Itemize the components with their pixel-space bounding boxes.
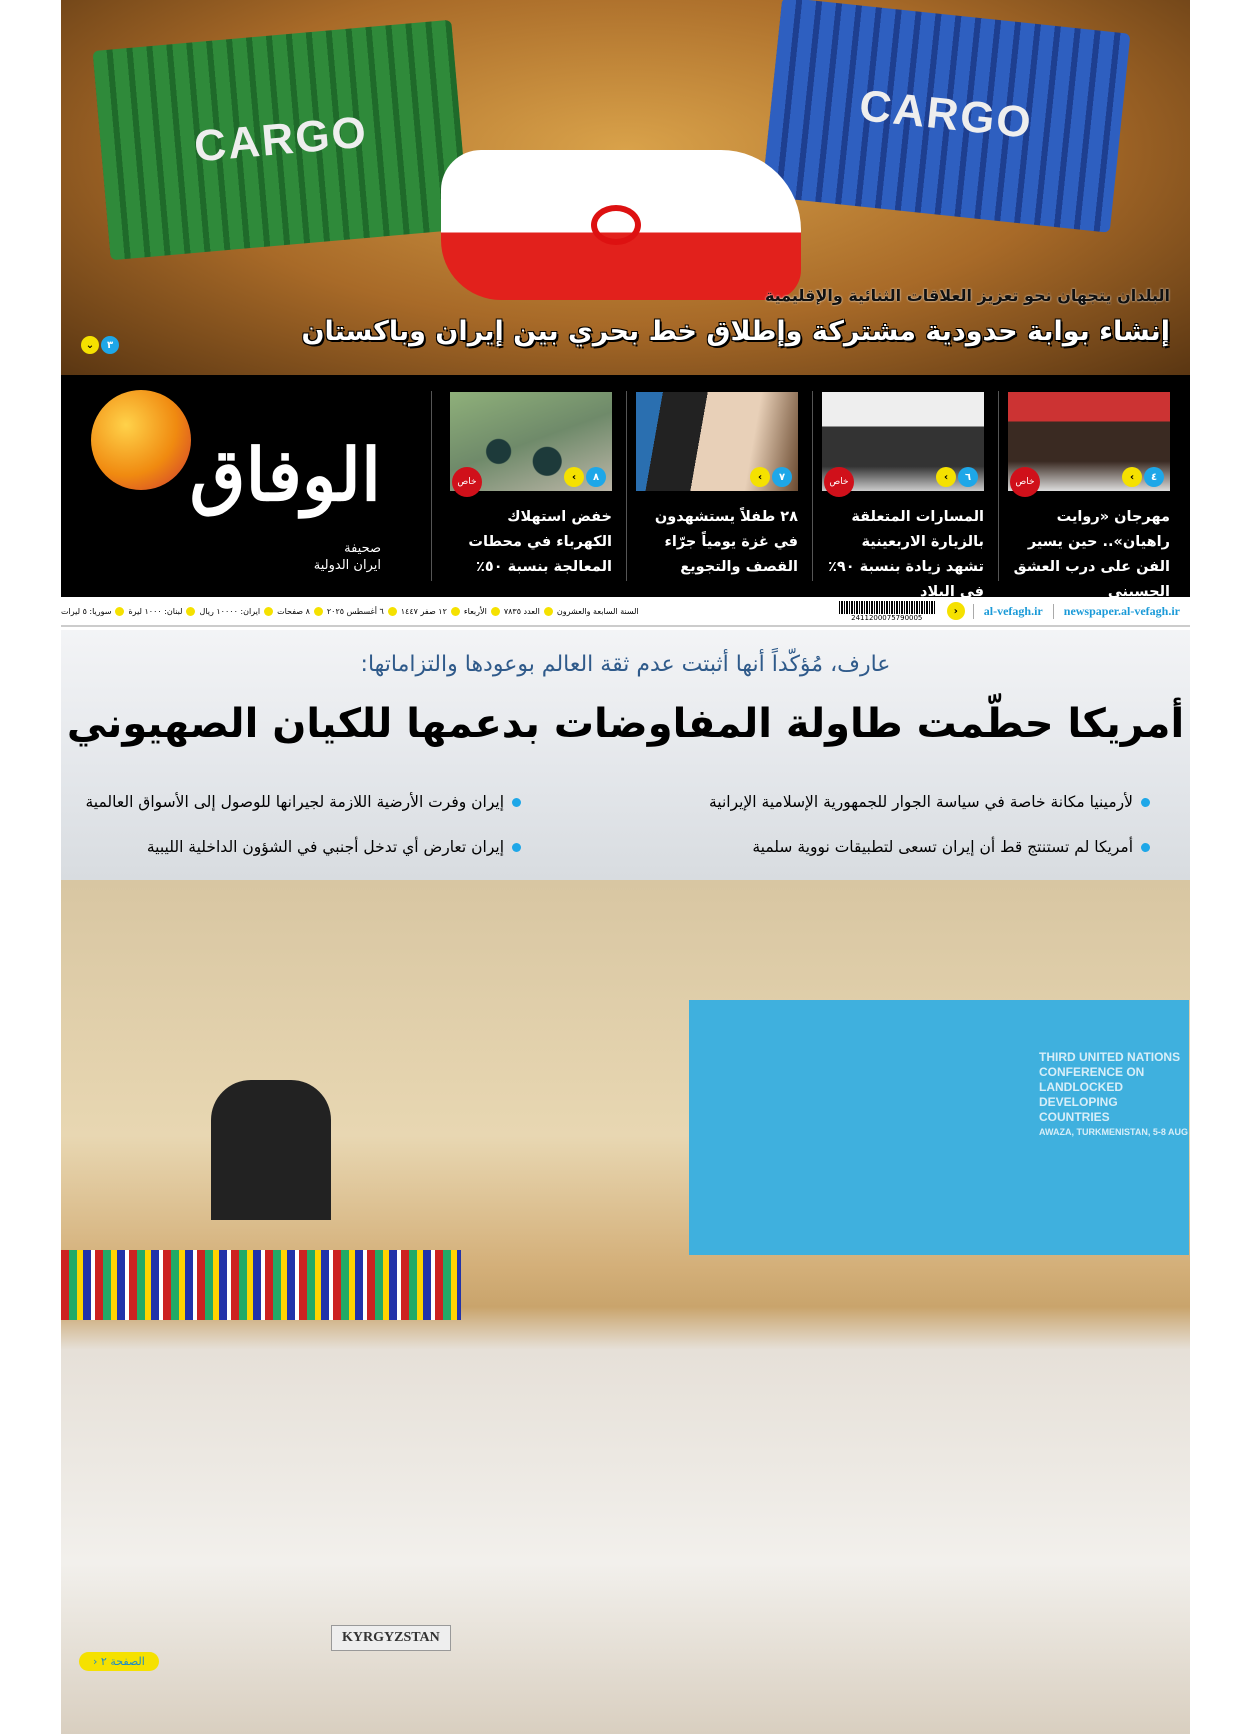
teaser-caption: ٢٨ طفلاً يستشهدون في غزة يومياً جرّاء القصف والتجويع bbox=[654, 509, 798, 575]
page-pointer[interactable] bbox=[81, 336, 119, 354]
lead-headline[interactable]: أمريكا حطّمت طاولة المفاوضات بدعمها للكيان الصهيوني bbox=[66, 701, 1185, 747]
logo bbox=[81, 390, 411, 590]
lead-photo bbox=[61, 880, 1190, 1734]
tagline: صحيفة ايران الدولية bbox=[313, 541, 381, 573]
teaser-image: ‹ ٧ bbox=[636, 392, 798, 491]
green-container-image: CARGO bbox=[93, 20, 470, 261]
chevron-left-icon: ‹ bbox=[93, 1655, 98, 1668]
teaser-item[interactable] bbox=[822, 392, 984, 605]
teaser-item[interactable] bbox=[636, 392, 798, 580]
speaker-figure bbox=[211, 1080, 331, 1220]
bullet-item: إيران وفرت الأرضية اللازمة لجيرانها للوصول إلى الأسواق العالمية bbox=[85, 793, 521, 811]
top-story-banner[interactable] bbox=[61, 0, 1190, 375]
chevron-left-icon: ‹ bbox=[564, 467, 584, 487]
flags bbox=[61, 1250, 461, 1320]
masthead-band bbox=[61, 375, 1190, 600]
teaser-caption: مهرجان «روايت راهيان».. حين يسير الفن على درب العشق الحسيني bbox=[1013, 509, 1170, 600]
iran-map-image bbox=[441, 150, 801, 300]
chevron-left-icon: ‹ bbox=[1122, 467, 1142, 487]
newspaper-site-link[interactable]: newspaper.al-vefagh.ir bbox=[1053, 604, 1190, 619]
chevron-left-icon: ‹ bbox=[936, 467, 956, 487]
teaser-caption: خفض استهلاك الكهرباء في محطات المعالجة بنسبة ٥٠٪ bbox=[468, 509, 612, 575]
divider bbox=[431, 391, 432, 581]
divider bbox=[812, 391, 813, 581]
divider bbox=[626, 391, 627, 581]
calligraphy-emblem bbox=[371, 397, 415, 467]
nameplate: KYRGYZSTAN bbox=[331, 1625, 451, 1651]
page-number: ٣ bbox=[101, 336, 119, 354]
issue-details: السنة السابعة والعشرون العدد ٧٨٣٥ الأربعاء ١٢ صفر ١٤٤٧ ٦ أغسطس ٢٠٢٥ ٨ صفحات ايران: ١٠٠٠٠ ريال لبنان: ١٠٠٠ ليرة سوريا: ٥ ليرات bbox=[61, 606, 639, 616]
teaser-image: ‹ ٦ خاص bbox=[822, 392, 984, 491]
top-story-headline[interactable]: إنشاء بوابة حدودية مشتركة وإطلاق خط بحري بين إيران وباكستان bbox=[301, 316, 1170, 347]
info-bar bbox=[61, 597, 1190, 627]
logo-text: الوفاق bbox=[189, 432, 381, 517]
divider bbox=[998, 391, 999, 581]
site-link[interactable]: al-vefagh.ir bbox=[973, 604, 1053, 619]
teaser-item[interactable] bbox=[450, 392, 612, 580]
blue-container-image: CARGO bbox=[762, 0, 1131, 233]
teaser-image: ‹ ٤ خاص bbox=[1008, 392, 1170, 491]
lead-kicker: عارف، مُؤكّداً أنها أثبتت عدم ثقة العالم بوعودها والتزاماتها: bbox=[360, 652, 891, 677]
exclusive-badge: خاص bbox=[824, 467, 854, 497]
bullet-item: أمريكا لم تستنتج قط أن إيران تسعى لتطبيقات نووية سلمية bbox=[752, 838, 1150, 856]
teaser-item[interactable] bbox=[1008, 392, 1170, 605]
chevron-down-icon: ⌄ bbox=[81, 336, 99, 354]
bullet-item: لأرمينيا مكانة خاصة في سياسة الجوار للجمهورية الإسلامية الإيرانية bbox=[709, 793, 1150, 811]
continue-page-link[interactable]: الصفحة ٢ ‹ bbox=[79, 1652, 159, 1671]
exclusive-badge: خاص bbox=[1010, 467, 1040, 497]
barcode: 2411200075790005 bbox=[839, 601, 935, 622]
chevron-left-icon: ‹ bbox=[750, 467, 770, 487]
teaser-caption: المسارات المتعلقة بالزيارة الاربعينية تشهد زيادة بنسبة ٩٠٪ في البلاد bbox=[828, 509, 984, 600]
top-story-kicker: البلدان يتجهان نحو تعزيز العلاقات الثنائية والإقليمية bbox=[764, 286, 1170, 305]
bullet-item: إيران تعارض أي تدخل أجنبي في الشؤون الداخلية الليبية bbox=[147, 838, 521, 856]
exclusive-badge: خاص bbox=[452, 467, 482, 497]
lead-headline-area bbox=[61, 630, 1190, 880]
conference-screen: THIRD UNITED NATIONS CONFERENCE ON LANDLOCKED DEVELOPING COUNTRIES AWAZA, TURKMENISTAN, 5-8 AUG bbox=[689, 1000, 1189, 1255]
teaser-image: ‹ ٨ خاص bbox=[450, 392, 612, 491]
chevron-right-icon: › bbox=[947, 602, 965, 620]
